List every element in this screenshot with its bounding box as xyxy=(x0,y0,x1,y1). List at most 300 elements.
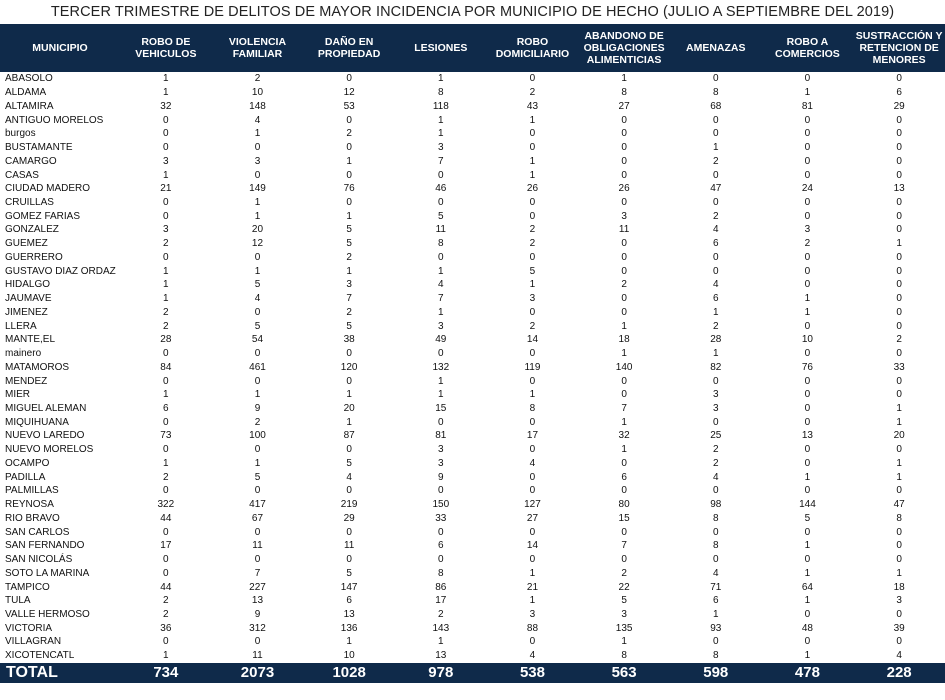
value-cell: 3 xyxy=(487,292,579,306)
value-cell: 127 xyxy=(524,499,541,511)
value-cell: 1 xyxy=(212,209,304,223)
municipio-cell: SAN FERNANDO xyxy=(0,539,120,553)
municipio-cell: NUEVO LAREDO xyxy=(0,429,120,443)
value-cell: 1 xyxy=(163,169,169,181)
value-cell: 0 xyxy=(254,251,261,263)
value-cell: 3 xyxy=(438,444,444,456)
value-cell: 1 xyxy=(762,594,854,608)
value-cell: 0 xyxy=(346,444,352,456)
municipio-cell: JIMENEZ xyxy=(5,306,48,318)
value-cell: 0 xyxy=(896,306,902,318)
value-cell: 0 xyxy=(529,416,536,428)
value-cell: 0 xyxy=(712,196,719,208)
value-cell: 0 xyxy=(712,554,719,566)
value-cell: 3 xyxy=(578,209,670,223)
value-cell: 0 xyxy=(621,389,627,401)
value-cell: 2 xyxy=(529,224,536,236)
value-cell: 1 xyxy=(621,416,627,428)
value-cell: 132 xyxy=(432,361,450,373)
table-row xyxy=(0,237,945,251)
table-row xyxy=(0,251,945,265)
value-cell: 0 xyxy=(762,347,854,361)
value-cell: 0 xyxy=(487,127,579,141)
value-cell: 0 xyxy=(529,471,536,483)
value-cell: 1 xyxy=(529,169,536,181)
value-cell: 150 xyxy=(432,499,450,511)
value-cell: 0 xyxy=(254,306,261,318)
header-violencia-familiar: VIOLENCIA FAMILIAR xyxy=(212,24,304,72)
value-cell: 0 xyxy=(120,347,212,361)
value-cell: 0 xyxy=(212,484,304,498)
value-cell: 18 xyxy=(893,581,905,593)
value-cell: 14 xyxy=(526,334,539,346)
value-cell: 8 xyxy=(670,512,762,526)
table-row xyxy=(0,333,945,347)
table-row xyxy=(0,154,945,168)
value-cell: 6 xyxy=(621,471,627,483)
value-cell: 4 xyxy=(487,649,579,663)
value-cell: 1 xyxy=(438,114,444,126)
value-cell: 1 xyxy=(120,72,212,86)
municipio-cell: TAMPICO xyxy=(5,581,50,593)
value-cell: 1 xyxy=(670,347,762,361)
value-cell: 14 xyxy=(487,539,579,553)
total-cell: 978 xyxy=(395,663,487,683)
value-cell: 2 xyxy=(670,319,762,333)
value-cell: 81 xyxy=(395,429,487,443)
value-cell: 0 xyxy=(896,554,902,566)
value-cell: 1 xyxy=(303,154,395,168)
value-cell: 1 xyxy=(212,264,304,278)
value-cell: 1 xyxy=(896,416,902,428)
value-cell: 0 xyxy=(896,224,902,236)
value-cell: 3 xyxy=(853,594,945,608)
value-cell: 1 xyxy=(578,72,670,86)
total-cell: 478 xyxy=(762,663,854,683)
value-cell: 1 xyxy=(163,279,169,291)
value-cell: 86 xyxy=(435,581,447,593)
value-cell: 1 xyxy=(254,389,261,401)
value-cell: 7 xyxy=(303,292,395,306)
value-cell: 3 xyxy=(163,224,169,236)
value-cell: 0 xyxy=(621,251,627,263)
table-row xyxy=(0,196,945,210)
value-cell: 2 xyxy=(670,154,762,168)
value-cell: 2 xyxy=(303,127,395,141)
table-row xyxy=(0,182,945,196)
municipio-cell: CAMARGO xyxy=(0,154,120,168)
table-row xyxy=(0,223,945,237)
value-cell: 13 xyxy=(853,182,945,196)
value-cell: 5 xyxy=(487,264,579,278)
table-body xyxy=(0,72,945,663)
table-row xyxy=(0,498,945,512)
municipio-cell: GUERRERO xyxy=(5,251,63,263)
table-row xyxy=(0,99,945,113)
value-cell: 0 xyxy=(346,554,352,566)
value-cell: 120 xyxy=(340,361,358,373)
value-cell: 1 xyxy=(487,594,579,608)
value-cell: 43 xyxy=(487,99,579,113)
value-cell: 0 xyxy=(670,374,762,388)
table-row xyxy=(0,209,945,223)
value-cell: 0 xyxy=(163,526,169,538)
value-cell: 0 xyxy=(346,169,352,181)
table-row xyxy=(0,278,945,292)
value-cell: 1 xyxy=(621,636,627,648)
value-cell: 1 xyxy=(804,306,811,318)
table-row xyxy=(0,374,945,388)
value-cell: 312 xyxy=(212,621,304,635)
value-cell: 1 xyxy=(120,649,212,663)
value-cell: 1 xyxy=(487,566,579,580)
value-cell: 0 xyxy=(621,196,627,208)
value-cell: 33 xyxy=(893,361,905,373)
value-cell: 322 xyxy=(157,499,175,511)
total-label: TOTAL xyxy=(0,663,120,683)
value-cell: 1 xyxy=(346,389,352,401)
header-row xyxy=(0,24,945,72)
value-cell: 4 xyxy=(712,279,719,291)
value-cell: 0 xyxy=(762,374,854,388)
total-cell: 734 xyxy=(120,663,212,683)
value-cell: 0 xyxy=(578,154,670,168)
value-cell: 0 xyxy=(853,127,945,141)
municipio-cell: XICOTENCATL xyxy=(0,649,120,663)
total-row xyxy=(0,663,945,683)
value-cell: 0 xyxy=(670,72,762,86)
value-cell: 27 xyxy=(578,99,670,113)
value-cell: 7 xyxy=(212,566,304,580)
value-cell: 1 xyxy=(346,416,352,428)
value-cell: 3 xyxy=(395,457,487,471)
value-cell: 0 xyxy=(529,554,536,566)
municipio-cell: REYNOSA xyxy=(5,499,54,511)
value-cell: 3 xyxy=(804,224,811,236)
value-cell: 0 xyxy=(804,444,811,456)
value-cell: 2 xyxy=(120,237,212,251)
value-cell: 8 xyxy=(670,649,762,663)
table-row xyxy=(0,319,945,333)
value-cell: 1 xyxy=(438,636,444,648)
municipio-cell: NUEVO MORELOS xyxy=(5,444,94,456)
value-cell: 1 xyxy=(529,389,536,401)
value-cell: 5 xyxy=(395,209,487,223)
value-cell: 0 xyxy=(896,444,902,456)
municipio-cell: MATAMOROS xyxy=(5,361,70,373)
value-cell: 8 xyxy=(712,87,719,99)
value-cell: 1 xyxy=(578,347,670,361)
value-cell: 32 xyxy=(120,99,212,113)
value-cell: 0 xyxy=(120,566,212,580)
table-row xyxy=(0,443,945,457)
value-cell: 44 xyxy=(120,512,212,526)
value-cell: 2 xyxy=(120,319,212,333)
value-cell: 0 xyxy=(438,526,444,538)
municipio-cell: SAN CARLOS xyxy=(5,526,70,538)
value-cell: 0 xyxy=(896,636,902,648)
value-cell: 3 xyxy=(438,142,444,154)
value-cell: 28 xyxy=(160,334,172,346)
table-row xyxy=(0,127,945,141)
value-cell: 0 xyxy=(578,457,670,471)
value-cell: 119 xyxy=(524,361,541,373)
value-cell: 4 xyxy=(487,457,579,471)
value-cell: 6 xyxy=(896,87,902,99)
value-cell: 29 xyxy=(303,512,395,526)
value-cell: 7 xyxy=(395,292,487,306)
value-cell: 0 xyxy=(853,292,945,306)
header-lesiones: LESIONES xyxy=(395,24,487,72)
value-cell: 0 xyxy=(712,526,719,538)
table-row xyxy=(0,72,945,86)
value-cell: 47 xyxy=(670,182,762,196)
table-row xyxy=(0,635,945,649)
value-cell: 36 xyxy=(120,621,212,635)
value-cell: 0 xyxy=(303,484,395,498)
value-cell: 2 xyxy=(896,334,902,346)
value-cell: 0 xyxy=(804,389,811,401)
value-cell: 12 xyxy=(212,237,304,251)
value-cell: 0 xyxy=(578,292,670,306)
header-robo-vehiculos: ROBO DE VEHICULOS xyxy=(120,24,212,72)
value-cell: 7 xyxy=(578,539,670,553)
value-cell: 0 xyxy=(712,114,719,126)
value-cell: 2 xyxy=(163,306,169,318)
table-row xyxy=(0,525,945,539)
value-cell: 0 xyxy=(804,142,811,154)
value-cell: 33 xyxy=(395,512,487,526)
value-cell: 0 xyxy=(163,196,169,208)
value-cell: 5 xyxy=(212,319,304,333)
total-cell: 1028 xyxy=(303,663,395,683)
total-cell: 2073 xyxy=(212,663,304,683)
value-cell: 24 xyxy=(762,182,854,196)
value-cell: 148 xyxy=(212,99,304,113)
value-cell: 0 xyxy=(804,251,811,263)
value-cell: 21 xyxy=(526,581,539,593)
value-cell: 0 xyxy=(804,609,811,620)
municipio-cell: MIER xyxy=(5,389,30,401)
value-cell: 0 xyxy=(804,554,811,566)
value-cell: 1 xyxy=(163,87,169,99)
value-cell: 6 xyxy=(120,402,212,416)
municipio-cell: SOTO LA MARINA xyxy=(0,566,120,580)
value-cell: 0 xyxy=(529,636,536,648)
value-cell: 98 xyxy=(710,499,722,511)
value-cell: 1 xyxy=(212,127,304,141)
value-cell: 227 xyxy=(249,581,266,593)
value-cell: 54 xyxy=(251,334,264,346)
value-cell: 2 xyxy=(487,319,579,333)
value-cell: 135 xyxy=(578,621,670,635)
municipio-cell: SAN NICOLÁS xyxy=(5,554,73,566)
value-cell: 4 xyxy=(438,279,444,291)
value-cell: 5 xyxy=(303,319,395,333)
value-cell: 1 xyxy=(120,292,212,306)
value-cell: 1 xyxy=(621,444,627,456)
value-cell: 53 xyxy=(303,99,395,113)
value-cell: 8 xyxy=(670,539,762,553)
value-cell: 17 xyxy=(395,594,487,608)
value-cell: 0 xyxy=(254,444,261,456)
value-cell: 1 xyxy=(395,264,487,278)
value-cell: 0 xyxy=(163,251,169,263)
value-cell: 2 xyxy=(487,237,579,251)
value-cell: 76 xyxy=(801,361,813,373)
value-cell: 0 xyxy=(621,306,627,318)
value-cell: 1 xyxy=(395,72,487,86)
value-cell: 0 xyxy=(346,526,352,538)
value-cell: 20 xyxy=(303,402,395,416)
value-cell: 0 xyxy=(254,142,261,154)
value-cell: 100 xyxy=(212,429,304,443)
value-cell: 0 xyxy=(621,142,627,154)
value-cell: 0 xyxy=(578,264,670,278)
value-cell: 0 xyxy=(254,554,261,566)
value-cell: 15 xyxy=(395,402,487,416)
value-cell: 39 xyxy=(853,621,945,635)
table-row xyxy=(0,429,945,443)
value-cell: 2 xyxy=(670,457,762,471)
value-cell: 0 xyxy=(120,374,212,388)
value-cell: 2 xyxy=(670,209,762,223)
value-cell: 149 xyxy=(212,182,304,196)
value-cell: 6 xyxy=(670,292,762,306)
municipio-cell: HIDALGO xyxy=(5,279,51,291)
value-cell: 11 xyxy=(212,649,304,663)
value-cell: 5 xyxy=(303,457,395,471)
value-cell: 1 xyxy=(853,237,945,251)
value-cell: 4 xyxy=(212,292,304,306)
value-cell: 0 xyxy=(762,484,854,498)
value-cell: 2 xyxy=(212,72,304,86)
value-cell: 4 xyxy=(346,471,352,483)
value-cell: 2 xyxy=(762,237,854,251)
table-row xyxy=(0,347,945,361)
value-cell: 20 xyxy=(251,224,264,236)
value-cell: 1 xyxy=(487,154,579,168)
value-cell: 0 xyxy=(395,347,487,361)
value-cell: 0 xyxy=(212,347,304,361)
value-cell: 10 xyxy=(303,649,395,663)
value-cell: 7 xyxy=(578,402,670,416)
value-cell: 0 xyxy=(487,209,579,223)
value-cell: 29 xyxy=(853,99,945,113)
value-cell: 5 xyxy=(254,471,261,483)
value-cell: 1 xyxy=(762,649,854,663)
value-cell: 11 xyxy=(435,224,446,236)
value-cell: 87 xyxy=(303,429,395,443)
value-cell: 2 xyxy=(120,594,212,608)
municipio-cell: CASAS xyxy=(5,169,39,181)
value-cell: 9 xyxy=(254,609,261,620)
value-cell: 7 xyxy=(395,154,487,168)
value-cell: 0 xyxy=(804,169,811,181)
municipio-cell: VALLE HERMOSO xyxy=(5,609,90,620)
table-row xyxy=(0,621,945,635)
value-cell: 8 xyxy=(578,649,670,663)
value-cell: 5 xyxy=(346,224,352,236)
municipio-cell: JAUMAVE xyxy=(0,292,120,306)
table-row xyxy=(0,470,945,484)
municipio-cell: MENDEZ xyxy=(0,374,120,388)
value-cell: 2 xyxy=(254,416,261,428)
value-cell: 47 xyxy=(893,499,905,511)
municipio-cell: GOMEZ FARIAS xyxy=(0,209,120,223)
value-cell: 0 xyxy=(804,416,811,428)
value-cell: 3 xyxy=(120,154,212,168)
value-cell: 2 xyxy=(621,279,627,291)
table-row xyxy=(0,539,945,553)
municipio-cell: MANTE,EL xyxy=(5,334,56,346)
value-cell: 0 xyxy=(487,484,579,498)
value-cell: 136 xyxy=(303,621,395,635)
table-row xyxy=(0,608,945,622)
value-cell: 0 xyxy=(762,457,854,471)
value-cell: 1 xyxy=(853,566,945,580)
table-row xyxy=(0,553,945,567)
value-cell: 0 xyxy=(212,374,304,388)
value-cell: 1 xyxy=(762,292,854,306)
value-cell: 0 xyxy=(896,114,902,126)
value-cell: 5 xyxy=(762,512,854,526)
value-cell: 4 xyxy=(853,649,945,663)
table-row xyxy=(0,402,945,416)
value-cell: 27 xyxy=(487,512,579,526)
value-cell: 0 xyxy=(853,209,945,223)
municipio-cell: ANTIGUO MORELOS xyxy=(5,114,104,126)
value-cell: 0 xyxy=(712,169,719,181)
table-row xyxy=(0,292,945,306)
value-cell: 6 xyxy=(303,594,395,608)
value-cell: 5 xyxy=(254,279,261,291)
value-cell: 0 xyxy=(254,636,261,648)
value-cell: 11 xyxy=(618,224,630,236)
value-cell: 1 xyxy=(804,471,811,483)
value-cell: 49 xyxy=(435,334,447,346)
value-cell: 22 xyxy=(618,581,630,593)
municipio-cell: GUSTAVO DIAZ ORDAZ xyxy=(0,264,120,278)
value-cell: 1 xyxy=(120,457,212,471)
value-cell: 8 xyxy=(395,237,487,251)
value-cell: 0 xyxy=(853,264,945,278)
value-cell: 26 xyxy=(578,182,670,196)
header-sustraccion-menores: SUSTRACCIÓN Y RETENCION DE MENORES xyxy=(853,24,945,72)
value-cell: 18 xyxy=(618,334,630,346)
value-cell: 0 xyxy=(303,347,395,361)
municipio-cell: ALDAMA xyxy=(5,87,47,99)
value-cell: 1 xyxy=(303,264,395,278)
total-cell: 563 xyxy=(578,663,670,683)
municipio-cell: PALMILLAS xyxy=(0,484,120,498)
value-cell: 1 xyxy=(303,209,395,223)
value-cell: 0 xyxy=(303,72,395,86)
value-cell: 71 xyxy=(710,581,722,593)
value-cell: 28 xyxy=(710,334,722,346)
table-row xyxy=(0,86,945,100)
municipio-cell: VILLAGRAN xyxy=(5,636,62,648)
value-cell: 140 xyxy=(615,361,633,373)
table-row xyxy=(0,512,945,526)
value-cell: 0 xyxy=(529,196,536,208)
value-cell: 17 xyxy=(120,539,212,553)
value-cell: 1 xyxy=(438,306,444,318)
value-cell: 2 xyxy=(346,251,352,263)
value-cell: 76 xyxy=(303,182,395,196)
value-cell: 0 xyxy=(670,264,762,278)
value-cell: 1 xyxy=(438,389,444,401)
